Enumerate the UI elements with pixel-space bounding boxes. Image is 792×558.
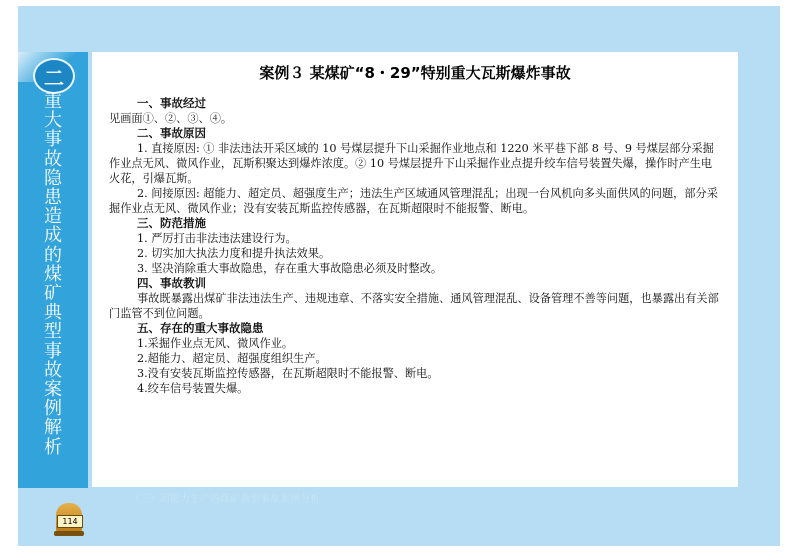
section-paragraph: 2. 切实加大执法力度和提升执法效果。 — [137, 247, 331, 260]
section-heading: 三、防范措施 — [137, 216, 206, 230]
top-band — [18, 6, 780, 54]
section-paragraph: 见画面①、②、③、④。 — [109, 112, 233, 125]
section-paragraph: 1. 严厉打击非法违法建设行为。 — [137, 232, 297, 245]
section-heading: 一、事故经过 — [137, 96, 206, 110]
section-heading: 四、事故教训 — [137, 276, 206, 290]
section-paragraph: 事故既暴露出煤矿非法违法生产、违规违章、不落实安全措施、通风管理混乱、设备管理不善等问题，也暴露出有关部门监管不到位问题。 — [109, 292, 719, 320]
section-heading: 二、事故原因 — [137, 126, 206, 140]
content-panel — [92, 52, 738, 487]
vertical-chapter-title: 重大事故隐患造成的煤矿典型事故案例解析 — [44, 91, 62, 458]
footer-faint-text: （三）超能力生产的煤矿典型事故案例分析 — [130, 494, 320, 505]
badge-base — [54, 531, 84, 536]
section-paragraph: 2. 间接原因: 超能力、超定员、超强度生产；违法生产区域通风管理混乱；出现一台风机向多头面供风的问题，部分采掘作业点无风、微风作业；没有安装瓦斯监控传感器，在瓦斯超限时不能报警、断电。 — [109, 187, 718, 215]
case-title: 案例３ 某煤矿“8・29”特别重大瓦斯爆炸事故 — [259, 64, 571, 82]
section-paragraph: 1. 直接原因: ① 非法违法开采区域的 10 号煤层提升下山采掘作业地点和 1220 米平巷下部 8 号、9 号煤层部分采掘作业点无风、微风作业，瓦斯积聚达到爆炸浓度。② 10 号煤层提升下山采掘作业点提升绞车信号装置失爆，操作时产生电火花，引爆瓦斯。 — [109, 142, 714, 185]
section-heading: 五、存在的重大事故隐患 — [137, 321, 264, 335]
chapter-badge: 二 — [33, 58, 75, 94]
page-number: 114 — [57, 515, 83, 528]
section-paragraph: 1.采掘作业点无风、微风作业。 — [137, 337, 294, 350]
section-paragraph: 3.没有安装瓦斯监控传感器，在瓦斯超限时不能报警、断电。 — [137, 367, 439, 380]
case-content — [109, 96, 719, 396]
section-paragraph: 4.绞车信号装置失爆。 — [137, 382, 249, 395]
page-number-badge — [54, 497, 84, 537]
section-paragraph: 3. 坚决消除重大事故隐患，存在重大事故隐患必须及时整改。 — [137, 262, 443, 275]
section-paragraph: 2.超能力、超定员、超强度组织生产。 — [137, 352, 327, 365]
